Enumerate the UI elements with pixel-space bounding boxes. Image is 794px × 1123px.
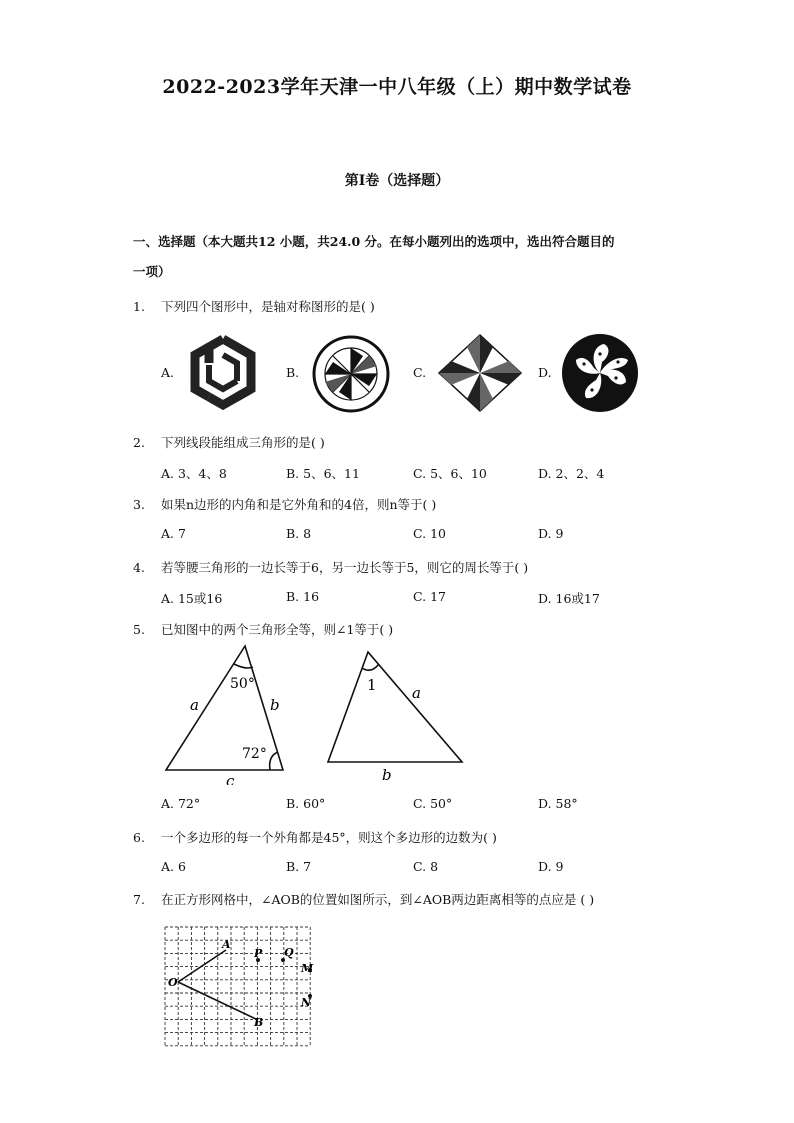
angle-1-label: 1 [367,676,377,694]
figure-a-hexagon-knot [187,333,259,411]
option-a: A. 72° [161,796,201,811]
point-m-label: M [301,962,314,975]
question-number: 4. [133,560,145,575]
option-c-label: C. [413,365,427,380]
point-a-label: A [222,938,231,951]
figure-5-congruent-triangles [160,640,470,785]
option-c: C. 50° [413,796,453,811]
angle-72-label: 72° [242,746,267,762]
option-c: C. 8 [413,859,439,874]
figure-c-diamond [437,333,523,413]
option-b: B. 16 [286,589,320,604]
point-q-label: Q [284,946,294,959]
question-text: 在正方形网格中，∠AOB的位置如图所示，到∠AOB两边距离相等的点应是 ( ) [161,892,595,907]
figure-d-flower-emblem [560,332,640,414]
option-d-label: D. [538,365,552,380]
question-1 [133,297,375,315]
question-text: 若等腰三角形的一边长等于6，另一边长等于5，则它的周长等于( ) [161,560,529,575]
option-d: D. 16或17 [538,591,600,606]
question-text: 一个多边形的每一个外角都是45°，则这个多边形的边数为( ) [161,830,497,845]
option-a: A. 6 [161,859,186,874]
page-title: 2022-2023学年天津一中八年级（上）期中数学试卷 [162,76,632,98]
question-number: 3. [133,497,145,512]
question-4 [133,558,528,576]
option-a: A. 3、4、8 [161,466,227,481]
question-number: 5. [133,622,145,637]
question-7 [133,890,594,908]
section-instructions-line2: 一项） [133,264,171,279]
option-b: B. 5、6、11 [286,466,360,481]
question-3 [133,495,436,513]
point-p-label: P [254,947,263,960]
section-instructions-line1: 一、选择题（本大题共12 小题，共24.0 分。在每小题列出的选项中，选出符合题目的 [133,234,615,249]
option-a-label: A. [161,365,175,380]
option-b: B. 7 [286,859,312,874]
question-text: 下列四个图形中，是轴对称图形的是( ) [161,299,375,314]
option-d: D. 9 [538,859,564,874]
option-d: D. 58° [538,796,578,811]
option-b-label: B. [286,365,300,380]
side-b-label: b [270,696,280,714]
option-d: D. 9 [538,526,564,541]
section-instructions [133,227,673,287]
point-b-label: B [254,1016,264,1029]
point-n-label: N [301,996,312,1009]
option-b: B. 60° [286,796,326,811]
option-c: C. 5、6、10 [413,466,487,481]
angle-50-label: 50° [230,676,255,692]
question-text: 下列线段能组成三角形的是( ) [161,435,325,450]
side-a-label: a [412,684,421,702]
question-number: 2. [133,435,145,450]
section-heading: 第I卷（选择题） [344,173,450,189]
option-a: A. 15或16 [161,591,223,606]
figure-b-pinwheel [311,334,391,414]
point-o-label: O [168,976,178,989]
question-text: 已知图中的两个三角形全等，则∠1等于( ) [161,622,394,637]
question-number: 6. [133,830,145,845]
side-a-label: a [190,696,199,714]
question-number: 1. [133,299,145,314]
question-2 [133,433,325,451]
option-b: B. 8 [286,526,312,541]
question-5 [133,620,393,638]
question-number: 7. [133,892,145,907]
figure-7-grid-angle [162,924,320,1050]
option-c: C. 10 [413,526,446,541]
option-a: A. 7 [161,526,186,541]
side-b-label: b [382,766,392,784]
side-c-label: c [226,772,235,785]
option-d: D. 2、2、4 [538,466,605,481]
option-c: C. 17 [413,589,446,604]
question-text: 如果n边形的内角和是它外角和的4倍，则n等于( ) [161,497,437,512]
question-6 [133,828,497,846]
